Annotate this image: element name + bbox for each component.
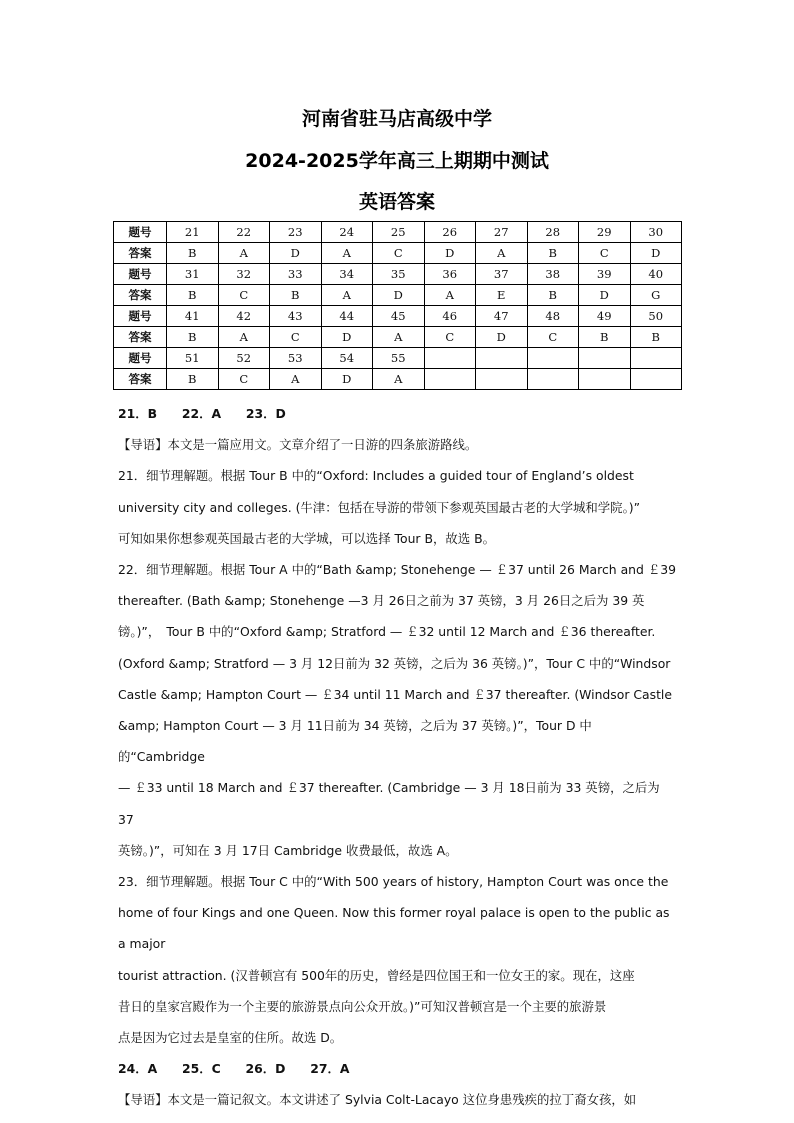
table-row (114, 348, 682, 369)
table-cell: B (167, 285, 219, 306)
text-line: 昔日的皇家宫殿作为一个主要的旅游景点向公众开放。)”可知汉普顿宫是一个主要的旅游景 (118, 998, 607, 1014)
table-cell: B (167, 243, 219, 264)
table-cell: 51 (167, 348, 219, 369)
table-row (114, 243, 682, 264)
table-cell: 47 (476, 306, 528, 327)
table-cell (527, 369, 579, 390)
table-cell: C (579, 243, 631, 264)
row-label: 答案 (114, 285, 167, 306)
table-row (114, 306, 682, 327)
text-line: 22．细节理解题。根据 Tour A 中的“Bath &amp; Stonehenge — ￡37 until 26 March and ￡39 (118, 562, 676, 578)
table-cell: 49 (579, 306, 631, 327)
table-cell: B (630, 327, 682, 348)
table-cell (527, 348, 579, 369)
row-label: 答案 (114, 327, 167, 348)
table-cell: 53 (270, 348, 322, 369)
table-cell: A (321, 243, 373, 264)
text-line: (Oxford &amp; Stratford — 3 月 12日前为 32 英镑，之后为 36 英镑。)”，Tour C 中的“Windsor (118, 655, 671, 671)
table-cell: A (424, 285, 476, 306)
table-cell: 39 (579, 264, 631, 285)
table-cell: A (373, 327, 425, 348)
table-cell: 55 (373, 348, 425, 369)
table-cell: 33 (270, 264, 322, 285)
table-cell: 29 (579, 222, 631, 243)
table-cell: G (630, 285, 682, 306)
table-cell: 50 (630, 306, 682, 327)
table-cell: B (270, 285, 322, 306)
intro-line: 【导语】本文是一篇应用文。文章介绍了一日游的四条旅游路线。 (118, 437, 478, 453)
table-cell: B (167, 327, 219, 348)
table-cell: 44 (321, 306, 373, 327)
row-label: 题号 (114, 306, 167, 327)
text-line: 点是因为它过去是皇室的住所。故选 D。 (118, 1030, 343, 1046)
row-label: 题号 (114, 348, 167, 369)
text-line: home of four Kings and one Queen. Now this former royal palace is open to the public as a major (118, 905, 670, 952)
table-cell (476, 369, 528, 390)
table-cell: 22 (218, 222, 270, 243)
row-label: 题号 (114, 222, 167, 243)
table-cell: 24 (321, 222, 373, 243)
table-row (114, 369, 682, 390)
text-line: 23．细节理解题。根据 Tour C 中的“With 500 years of history, Hampton Court was once the (118, 874, 669, 890)
table-cell: D (630, 243, 682, 264)
table-cell: 25 (373, 222, 425, 243)
table-cell: 23 (270, 222, 322, 243)
table-cell: A (270, 369, 322, 390)
table-cell: B (579, 327, 631, 348)
table-cell: 28 (527, 222, 579, 243)
table-cell: 30 (630, 222, 682, 243)
explanation-text (118, 398, 678, 1116)
text-line: — ￡33 until 18 March and ￡37 thereafter. (Cambridge — 3 月 18日前为 33 英镑，之后为 37 (118, 780, 660, 827)
table-cell: C (218, 369, 270, 390)
table-cell: B (167, 369, 219, 390)
row-label: 题号 (114, 264, 167, 285)
table-cell (579, 348, 631, 369)
table-row (114, 222, 682, 243)
table-cell: 43 (270, 306, 322, 327)
table-cell: 31 (167, 264, 219, 285)
text-line: tourist attraction. (汉普顿宫有 500年的历史，曾经是四位国王和一位女王的家。现在，这座 (118, 967, 635, 983)
table-cell: A (476, 243, 528, 264)
table-cell: 54 (321, 348, 373, 369)
table-cell: A (218, 243, 270, 264)
answer-line: 21．B 22．A 23．D (118, 406, 286, 421)
table-cell: C (218, 285, 270, 306)
table-cell: A (218, 327, 270, 348)
table-cell (630, 369, 682, 390)
table-cell: 34 (321, 264, 373, 285)
table-cell: C (373, 243, 425, 264)
table-cell: 35 (373, 264, 425, 285)
answer-line: 24．A 25．C 26．D 27．A (118, 1061, 350, 1077)
table-cell: 40 (630, 264, 682, 285)
table-cell: D (321, 327, 373, 348)
table-cell: A (373, 369, 425, 390)
table-cell (424, 369, 476, 390)
table-cell (579, 369, 631, 390)
table-cell: 32 (218, 264, 270, 285)
table-cell: B (527, 243, 579, 264)
table-row (114, 327, 682, 348)
text-line: 可知如果你想参观英国最古老的大学城，可以选择 Tour B，故选 B。 (118, 530, 495, 546)
table-cell: 38 (527, 264, 579, 285)
row-label: 答案 (114, 369, 167, 390)
table-cell: 52 (218, 348, 270, 369)
answer-table (113, 221, 682, 390)
table-cell: E (476, 285, 528, 306)
table-cell: B (527, 285, 579, 306)
table-cell: D (476, 327, 528, 348)
table-cell: A (321, 285, 373, 306)
text-line: university city and colleges. (牛津：包括在导游的带领下参观英国最古老的大学城和学院。)” (118, 499, 641, 515)
table-cell: 42 (218, 306, 270, 327)
table-row (114, 285, 682, 306)
table-cell: D (270, 243, 322, 264)
table-cell: 27 (476, 222, 528, 243)
table-cell: D (424, 243, 476, 264)
text-line: 镑。)”， Tour B 中的“Oxford &amp; Stratford — ￡32 until 12 March and ￡36 thereafter. (118, 624, 656, 640)
text-line: 21．细节理解题。根据 Tour B 中的“Oxford: Includes a guided tour of England’s oldest (118, 468, 634, 484)
subject-title: 英语答案 (358, 191, 435, 213)
table-cell: 48 (527, 306, 579, 327)
school-name: 河南省驻马店高级中学 (301, 108, 492, 130)
table-cell: 21 (167, 222, 219, 243)
text-line: &amp; Hampton Court — 3 月 11日前为 34 英镑，之后为 37 英镑。)”，Tour D 中的“Cambridge (118, 718, 592, 765)
intro-line: 【导语】本文是一篇记叙文。本文讲述了 Sylvia Colt-Lacayo 这位身患残疾的拉丁裔女孩，如 (118, 1092, 637, 1108)
text-line: Castle &amp; Hampton Court — ￡34 until 11 March and ￡37 thereafter. (Windsor Castle (118, 686, 672, 702)
table-row (114, 264, 682, 285)
table-cell: C (270, 327, 322, 348)
table-cell (476, 348, 528, 369)
table-cell: D (579, 285, 631, 306)
table-cell: 41 (167, 306, 219, 327)
table-cell: 45 (373, 306, 425, 327)
table-cell (630, 348, 682, 369)
text-line: 英镑。)”，可知在 3 月 17日 Cambridge 收费最低，故选 A。 (118, 842, 458, 858)
text-line: thereafter. (Bath &amp; Stonehenge —3 月 26日之前为 37 英镑，3 月 26日之后为 39 英 (118, 593, 645, 609)
table-cell: D (321, 369, 373, 390)
table-cell: 46 (424, 306, 476, 327)
table-cell: 26 (424, 222, 476, 243)
table-cell: 36 (424, 264, 476, 285)
row-label: 答案 (114, 243, 167, 264)
exam-title: 2024-2025学年高三上期期中测试 (245, 150, 549, 172)
table-cell: 37 (476, 264, 528, 285)
table-cell: D (373, 285, 425, 306)
table-cell: C (424, 327, 476, 348)
table-cell (424, 348, 476, 369)
table-cell: C (527, 327, 579, 348)
